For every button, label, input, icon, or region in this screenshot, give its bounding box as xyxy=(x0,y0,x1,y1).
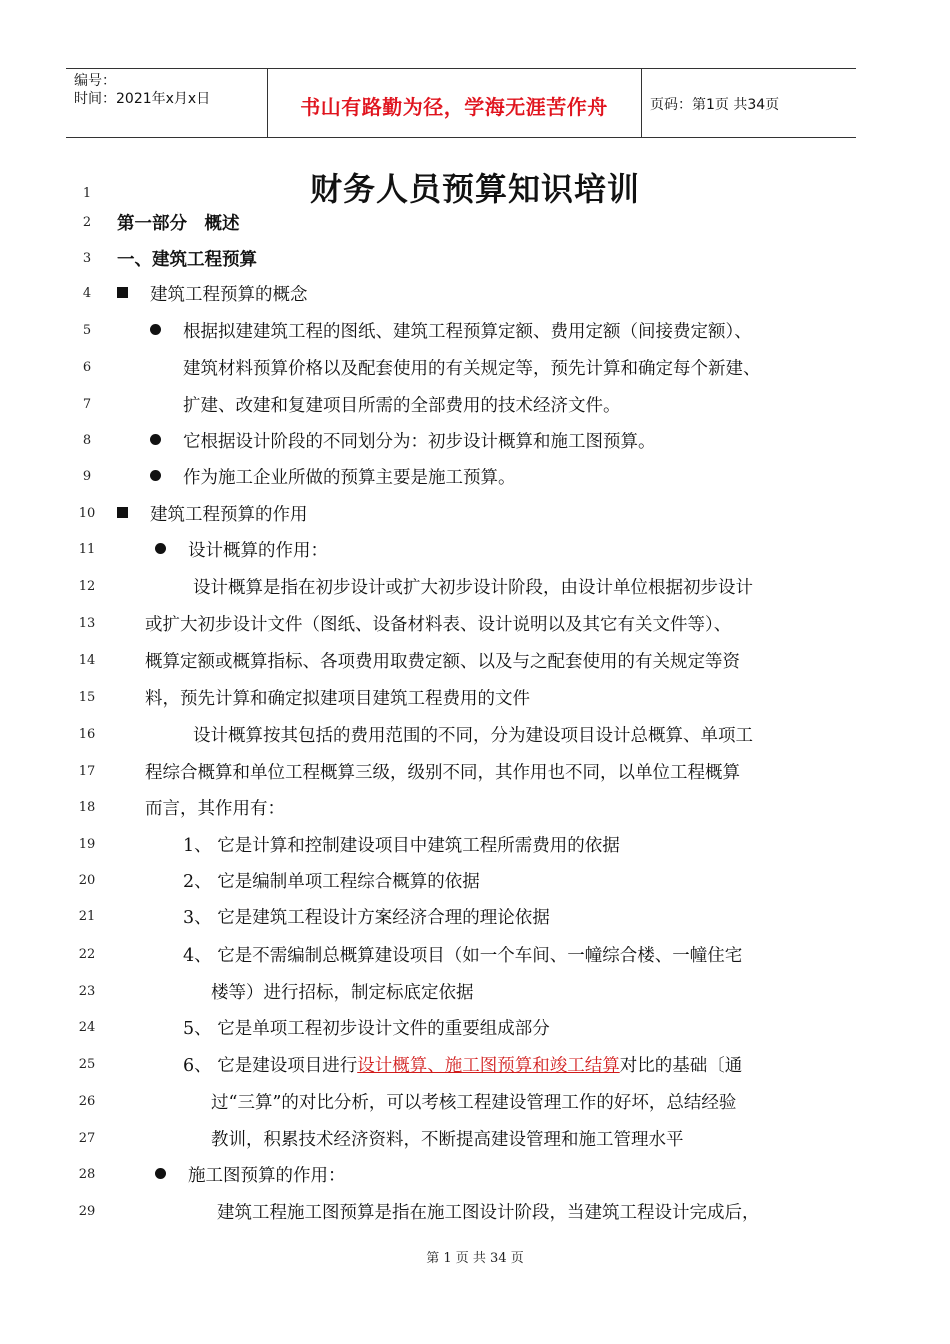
header-motto: 书山有路勤为径，学海无涯苦作舟 xyxy=(300,95,608,119)
paragraph-line: 建筑工程施工图预算是指在施工图设计阶段，当建筑工程设计完成后， xyxy=(217,1203,760,1223)
document-header xyxy=(66,68,856,138)
round-bullet-icon xyxy=(155,543,166,554)
line-number: 24 xyxy=(78,1020,96,1035)
line-number: 22 xyxy=(78,947,96,962)
line-number: 2 xyxy=(82,215,92,230)
paragraph-line: 作为施工企业所做的预算主要是施工预算。 xyxy=(183,468,516,488)
list-item: 5、 它是单项工程初步设计文件的重要组成部分 xyxy=(183,1019,550,1039)
line-number: 12 xyxy=(78,579,96,594)
time-label: 时间：2021年x月x日 xyxy=(74,91,211,107)
round-bullet-icon xyxy=(150,324,161,335)
line-number: 6 xyxy=(82,360,92,375)
line-number: 23 xyxy=(78,984,96,999)
three-estimates-link[interactable]: 设计概算、施工图预算和竣工结算 xyxy=(357,1056,620,1076)
list-item-text: 对比的基础〔通 xyxy=(619,1056,743,1076)
page-footer: 第 1 页 共 34 页 xyxy=(426,1251,524,1266)
line-number: 5 xyxy=(82,323,92,338)
list-item-continuation: 教训，积累技术经济资料，不断提高建设管理和施工管理水平 xyxy=(211,1130,684,1150)
paragraph-line: 建筑材料预算价格以及配套使用的有关规定等，预先计算和确定每个新建、 xyxy=(183,359,761,379)
list-item: 3、 它是建筑工程设计方案经济合理的理论依据 xyxy=(183,908,550,928)
paragraph-line: 而言，其作用有： xyxy=(145,799,285,819)
paragraph-line: 施工图预算的作用： xyxy=(188,1166,346,1186)
line-number: 17 xyxy=(78,764,96,779)
topic-heading: 建筑工程预算的作用 xyxy=(150,505,308,525)
list-item-text: 6、 它是建设项目进行 xyxy=(183,1056,358,1076)
topic-heading: 建筑工程预算的概念 xyxy=(150,285,308,305)
paragraph-line: 概算定额或概算指标、各项费用取费定额、以及与之配套使用的有关规定等资 xyxy=(145,652,740,672)
document-title: 财务人员预算知识培训 xyxy=(309,170,640,208)
line-number: 29 xyxy=(78,1204,96,1219)
line-number: 3 xyxy=(82,251,92,266)
paragraph-line: 设计概算的作用： xyxy=(188,541,328,561)
line-number: 10 xyxy=(78,506,96,521)
line-number: 28 xyxy=(78,1167,96,1182)
header-left xyxy=(74,72,210,108)
paragraph-line: 根据拟建建筑工程的图纸、建筑工程预算定额、费用定额（间接费定额）、 xyxy=(183,322,752,342)
line-number: 20 xyxy=(78,873,96,888)
line-number: 19 xyxy=(78,837,96,852)
line-number: 18 xyxy=(78,800,96,815)
list-item-continuation: 过“三算”的对比分析，可以考核工程建设管理工作的好坏，总结经验 xyxy=(211,1093,737,1113)
line-number: 9 xyxy=(82,469,92,484)
round-bullet-icon xyxy=(155,1168,166,1179)
paragraph-line: 扩建、改建和复建项目所需的全部费用的技术经济文件。 xyxy=(183,396,621,416)
paragraph-line: 设计概算是指在初步设计或扩大初步设计阶段，由设计单位根据初步设计 xyxy=(193,578,753,598)
line-number: 11 xyxy=(78,542,96,557)
paragraph-line: 料，预先计算和确定拟建项目建筑工程费用的文件 xyxy=(145,689,530,709)
square-bullet-icon xyxy=(117,507,128,518)
list-item: 1、 它是计算和控制建设项目中建筑工程所需费用的依据 xyxy=(183,836,620,856)
paragraph-line: 或扩大初步设计文件（图纸、设备材料表、设计说明以及其它有关文件等）、 xyxy=(145,615,732,635)
subsection-heading: 一、建筑工程预算 xyxy=(117,250,257,270)
line-number: 13 xyxy=(78,616,96,631)
list-item: 4、 它是不需编制总概算建设项目（如一个车间、一幢综合楼、一幢住宅 xyxy=(183,946,743,966)
line-number: 1 xyxy=(82,186,92,201)
line-number: 15 xyxy=(78,690,96,705)
line-number: 25 xyxy=(78,1057,96,1072)
line-number: 14 xyxy=(78,653,96,668)
line-number: 8 xyxy=(82,433,92,448)
paragraph-line: 它根据设计阶段的不同划分为：初步设计概算和施工图预算。 xyxy=(183,432,656,452)
header-divider xyxy=(641,69,642,137)
line-number: 21 xyxy=(78,909,96,924)
round-bullet-icon xyxy=(150,434,161,445)
line-number: 4 xyxy=(82,286,92,301)
number-label: 编号： xyxy=(74,73,116,89)
header-page-label: 页码：第1页 共34页 xyxy=(650,97,780,113)
section-heading: 第一部分 概述 xyxy=(117,214,240,234)
paragraph-line: 设计概算按其包括的费用范围的不同，分为建设项目设计总概算、单项工 xyxy=(193,726,753,746)
paragraph-line: 程综合概算和单位工程概算三级，级别不同，其作用也不同，以单位工程概算 xyxy=(145,763,740,783)
square-bullet-icon xyxy=(117,287,128,298)
line-number: 26 xyxy=(78,1094,96,1109)
list-item: 2、 它是编制单项工程综合概算的依据 xyxy=(183,872,480,892)
list-item-continuation: 楼等）进行招标，制定标底定依据 xyxy=(211,983,474,1003)
line-number: 7 xyxy=(82,397,92,412)
round-bullet-icon xyxy=(150,470,161,481)
list-item xyxy=(183,1052,742,1077)
line-number: 16 xyxy=(78,727,96,742)
line-number: 27 xyxy=(78,1131,96,1146)
